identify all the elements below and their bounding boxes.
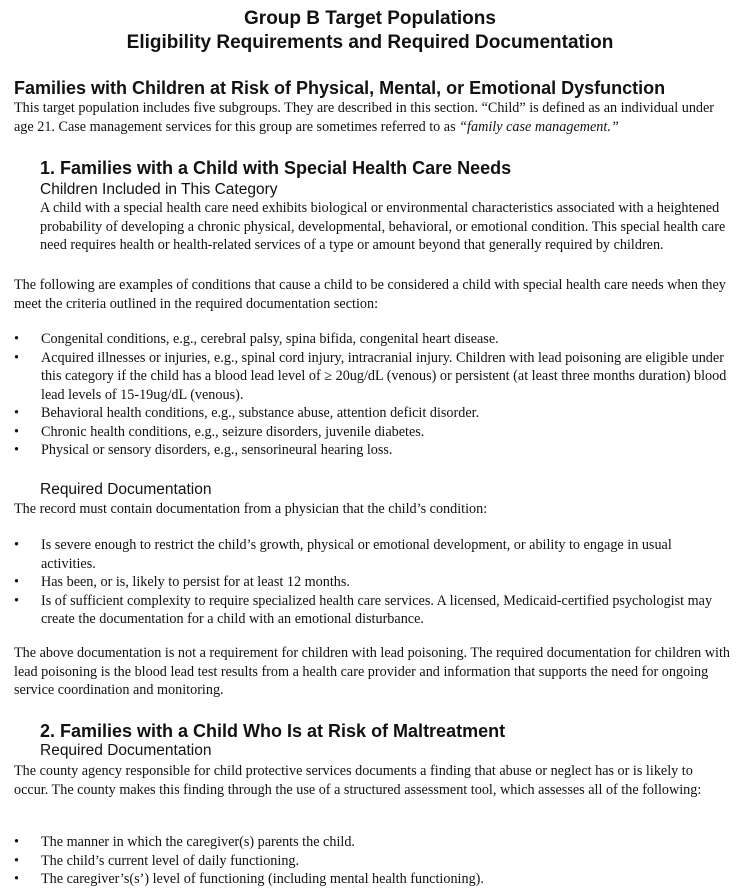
section-1-definition: A child with a special health care need exhibits biological or environmental characteristics associated with a heightened probability of developing a chronic physical, developmental, behavioral, or emotional condition. This special health care need requires health or health-related services of a type or amount beyond that generally required by children. bbox=[40, 200, 726, 253]
list-item: • The manner in which the caregiver(s) parents the child. bbox=[14, 833, 730, 852]
page-title bbox=[0, 7, 740, 55]
list-item: • Chronic health conditions, e.g., seizure disorders, juvenile diabetes. bbox=[14, 423, 730, 442]
conditions-list bbox=[14, 330, 730, 460]
intro-heading: Families with Children at Risk of Physical, Mental, or Emotional Dysfunction bbox=[14, 78, 666, 98]
intro-italic-term: “family case management.” bbox=[459, 118, 619, 135]
intro-paragraph bbox=[14, 99, 730, 136]
section-2-heading: 2. Families with a Child Who Is at Risk of Maltreatment bbox=[40, 721, 506, 741]
list-item: • Acquired illnesses or injuries, e.g., spinal cord injury, intracranial injury. Children with lead poisoning are eligible under this category if the child has a blood lead level of ≥ 20ug/dL (venous) or persistent (at least three months duration) blood lead levels of 15-19ug/dL (venous). bbox=[14, 349, 730, 405]
section-1-subheading-children: Children Included in This Category bbox=[40, 181, 278, 198]
list-item: • Is severe enough to restrict the child’s growth, physical or emotional development, or ability to engage in usual activities. bbox=[14, 536, 730, 573]
section-1-examples-intro: The following are examples of conditions that cause a child to be considered a child with special health care needs when they meet the criteria outlined in the required documentation section: bbox=[14, 277, 726, 312]
list-item: • The child’s current level of daily functioning. bbox=[14, 852, 730, 871]
title-line-2: Eligibility Requirements and Required Documentation bbox=[126, 32, 614, 53]
list-item: • Behavioral health conditions, e.g., substance abuse, attention deficit disorder. bbox=[14, 404, 730, 423]
section-1-subheading-docs: Required Documentation bbox=[40, 481, 212, 498]
section-1-heading: 1. Families with a Child with Special Health Care Needs bbox=[40, 158, 512, 178]
section-1-docs-intro: The record must contain documentation from a physician that the child’s condition: bbox=[14, 501, 488, 517]
intro-text: This target population includes five subgroups. They are described in this section. “Child” is defined as an individual under age 21. Case management services for this group are sometimes referred to as bbox=[14, 100, 715, 135]
section-2-docs-intro: The county agency responsible for child protective services documents a finding that abuse or neglect has or is likely to occur. The county makes this finding through the use of a structured assessment tool, which assesses all of the following: bbox=[14, 763, 702, 798]
list-item: • Physical or sensory disorders, e.g., sensorineural hearing loss. bbox=[14, 441, 730, 460]
maltreatment-assessment-list bbox=[14, 833, 730, 889]
docs-list bbox=[14, 536, 730, 629]
section-2-subheading-docs: Required Documentation bbox=[40, 742, 212, 759]
list-item: • Is of sufficient complexity to require specialized health care services. A licensed, Medicaid-certified psychologist may create the documentation for a child with an emotional disturbance. bbox=[14, 592, 730, 629]
lead-poisoning-note: The above documentation is not a requirement for children with lead poisoning. The required documentation for children with lead poisoning is the blood lead test results from a health care provider and information that supports the need for ongoing service coordination and monitoring. bbox=[14, 645, 730, 698]
list-item: • Congenital conditions, e.g., cerebral palsy, spina bifida, congenital heart disease. bbox=[14, 330, 730, 349]
title-line-1: Group B Target Populations bbox=[244, 8, 496, 29]
list-item: • The caregiver’s(s’) level of functioning (including mental health functioning). bbox=[14, 870, 730, 889]
list-item: • Has been, or is, likely to persist for at least 12 months. bbox=[14, 573, 730, 592]
